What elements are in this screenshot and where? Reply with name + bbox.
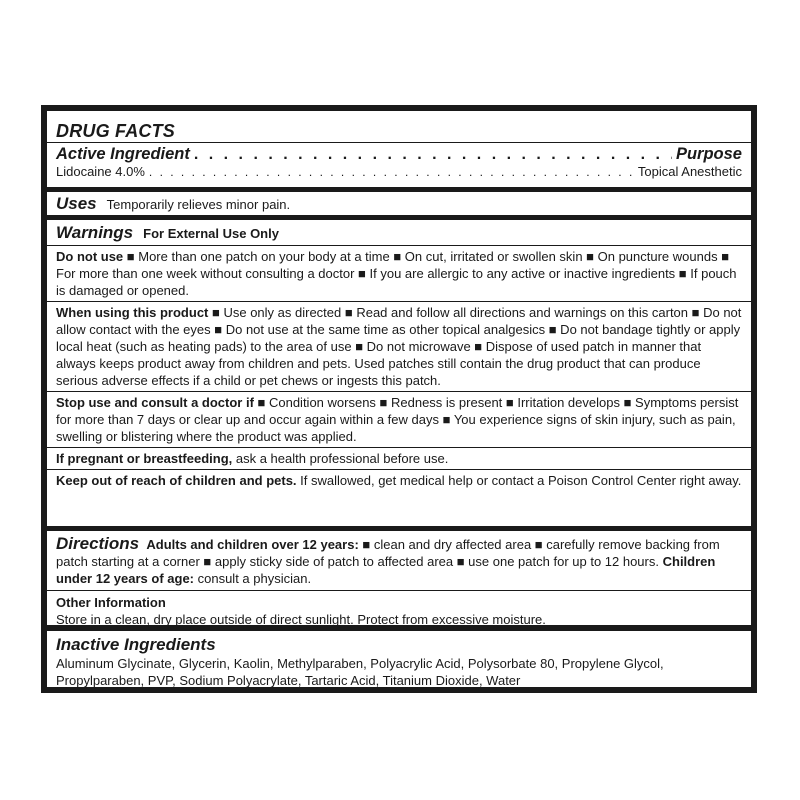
do-not-use-label: Do not use [56,249,124,264]
do-not-use-section [56,246,742,301]
children-label: Children under 12 years of age: [56,554,716,586]
uses-heading: Uses [56,194,97,213]
do-not-use-text: ■ More than one patch on your body at a time ■ On cut, irritated or swollen skin ■ On puncture wounds ■ For more than one week without consulting a doctor ■ If you are allergic to any active or inactive ingredients ■ If pouch is damaged or opened. [56,249,737,298]
leader-dots [149,164,634,180]
adults-label: Adults and children over 12 years: [146,537,359,552]
stop-use-text: ■ Condition worsens ■ Redness is present ■ Irritation develops ■ Symptoms persist for more than 7 days or clear up and occur again within a few days ■ You experience signs of skin injury, such as pain, swelling or blistering where the product was applied. [56,395,739,444]
uses-row [56,192,742,215]
pregnant-section [56,448,742,469]
drug-facts-title: DRUG FACTS [56,121,175,141]
stop-use-label: Stop use and consult a doctor if [56,395,254,410]
warnings-header [56,222,742,245]
active-ingredient-heading: Active Ingredient [56,145,190,163]
when-using-section [56,302,742,391]
uses-panel [47,192,751,215]
pregnant-text: ask a health professional before use. [232,451,449,466]
keep-out-text: If swallowed, get medical help or contact a Poison Control Center right away. [296,473,742,488]
drug-facts-label [41,105,757,693]
active-ingredient-value: Lidocaine 4.0% [56,164,145,179]
leader-dots [194,146,672,164]
keep-out-section [56,470,742,491]
uses-text: Temporarily relieves minor pain. [106,197,291,212]
purpose-heading: Purpose [675,145,742,163]
purpose-value: Topical Anesthetic [637,164,742,179]
warnings-heading: Warnings [56,223,134,242]
inactive-ingredients-panel [47,631,751,687]
when-using-label: When using this product [56,305,209,320]
inactive-ingredients-text: Aluminum Glycinate, Glycerin, Kaolin, Methylparaben, Polyacrylic Acid, Polysorbate 80, Propylene Glycol, Propylparaben, PVP, Sodium Polyacrylate, Tartaric Acid, Titanium Dioxide, Water [56,656,664,688]
stop-use-section [56,392,742,447]
drug-facts-panel [47,111,751,187]
divider [47,590,751,591]
active-ingredient-header-row [56,145,742,164]
directions-panel [47,531,751,625]
directions-heading: Directions [56,534,140,553]
warnings-panel [47,220,751,526]
active-ingredient-row [56,164,742,180]
when-using-text: ■ Use only as directed ■ Read and follow all directions and warnings on this carton ■ Do not allow contact with the eyes ■ Do not use at the same time as other topical analgesics ■ Do not bandage tightly or apply local heat (such as heating pads) to the area of use ■ Do not microwave ■ Dispose of used patch in manner that always keeps product away from children and pets. Used patches still contain the drug product that can produce serious adverse effects if a child or pet chews or ingests this patch. [56,305,742,388]
pregnant-label: If pregnant or breastfeeding, [56,451,233,466]
inactive-ingredients-heading: Inactive Ingredients [56,635,216,654]
keep-out-label: Keep out of reach of children and pets. [56,473,297,488]
divider [47,142,751,143]
directions-section [56,535,742,587]
children-text: consult a physician. [194,571,312,586]
warnings-subheading: For External Use Only [143,226,279,241]
other-info-text: Store in a clean, dry place outside of direct sunlight. Protect from excessive moisture. [56,612,546,627]
adults-text: ■ clean and dry affected area ■ carefully remove backing from patch starting at a corner ■ apply sticky side of patch to affected area ■ use one patch for up to 12 hours. [56,537,720,569]
other-info-heading: Other Information [56,595,166,610]
